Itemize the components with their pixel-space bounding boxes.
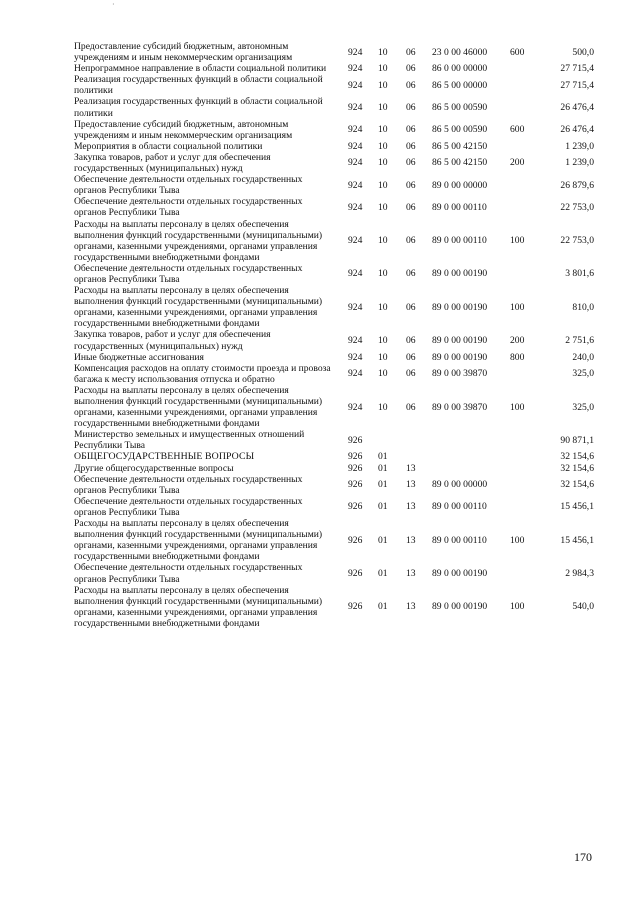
row-section-code: 10 (378, 351, 388, 363)
row-section-code: 01 (378, 567, 388, 579)
row-ved-code: 924 (348, 157, 363, 169)
table-row (74, 141, 594, 152)
row-expense-type (510, 74, 536, 96)
row-name: Иные бюджетные ассигнования (74, 351, 204, 363)
row-amount: 1 239,0 (565, 157, 594, 169)
row-name: Другие общегосударственные вопросы (74, 462, 234, 474)
table-row (74, 496, 594, 518)
row-target-article: 89 0 00 00190 (432, 268, 488, 280)
row-subsection-code: 13 (406, 567, 416, 579)
row-target-article: 89 0 00 00190 (432, 567, 488, 579)
row-subsection-code: 06 (406, 401, 416, 413)
table-row (74, 429, 594, 451)
row-amount: 32 154,6 (560, 451, 594, 463)
row-section-code: 10 (378, 235, 388, 247)
row-subsection-code: 13 (406, 601, 416, 613)
row-expense-type: 800 (510, 351, 525, 363)
row-amount: 27 715,4 (560, 79, 594, 91)
row-amount: 325,0 (572, 401, 594, 413)
row-name: Обеспечение деятельности отдельных государственных органов Республики Тыва (74, 495, 303, 518)
row-ved-code: 926 (348, 501, 363, 513)
table-row (74, 196, 594, 218)
row-expense-type: 100 (510, 301, 525, 313)
row-section-code: 01 (378, 462, 388, 474)
row-name: Реализация государственных функций в области социальной политики (74, 74, 323, 97)
row-target-article: 86 5 00 42150 (432, 140, 488, 152)
row-expense-type: 100 (510, 401, 525, 413)
row-subsection-code: 13 (406, 462, 416, 474)
row-amount: 540,0 (572, 601, 594, 613)
row-subsection-code: 06 (406, 140, 416, 152)
row-expense-type (510, 429, 536, 451)
row-subsection-code: 06 (406, 79, 416, 91)
table-row (74, 119, 594, 141)
row-amount: 15 456,1 (560, 501, 594, 513)
row-subsection-code: 06 (406, 334, 416, 346)
row-section-code: 10 (378, 157, 388, 169)
row-ved-code: 924 (348, 401, 363, 413)
row-target-article: 89 0 00 00190 (432, 334, 488, 346)
row-name: Расходы на выплаты персоналу в целях обеспечения выполнения функций государственными (муниципальными) органами, казенными учреждениями, органами управления государственными внебюджетными фондами (74, 285, 323, 330)
row-name: Предоставление субсидий бюджетным, автономным учреждениям и иным некоммерческим организациям (74, 41, 293, 64)
table-row (74, 385, 594, 429)
row-subsection-code: 06 (406, 179, 416, 191)
row-target-article: 89 0 00 00190 (432, 601, 488, 613)
row-section-code: 01 (378, 479, 388, 491)
row-section-code: 10 (378, 79, 388, 91)
table-row (74, 174, 594, 196)
row-target-article: 86 5 00 00590 (432, 124, 488, 136)
row-target-article: 89 0 00 00110 (432, 534, 487, 546)
row-subsection-code: 06 (406, 235, 416, 247)
table-row (74, 96, 594, 118)
row-amount: 240,0 (572, 351, 594, 363)
row-target-article: 89 0 00 00190 (432, 301, 488, 313)
table-row (74, 219, 594, 263)
row-amount: 32 154,6 (560, 479, 594, 491)
row-section-code: 10 (378, 401, 388, 413)
row-target-article (426, 463, 510, 474)
row-ved-code: 924 (348, 268, 363, 280)
row-subsection-code: 06 (406, 46, 416, 58)
row-amount: 27 715,4 (560, 63, 594, 75)
row-section-code: 10 (378, 179, 388, 191)
table-row (74, 474, 594, 496)
row-section-code: 10 (378, 124, 388, 136)
row-ved-code: 926 (348, 462, 363, 474)
row-name: Обеспечение деятельности отдельных государственных органов Республики Тыва (74, 473, 303, 496)
row-subsection-code: 13 (406, 501, 416, 513)
row-target-article: 86 5 00 00000 (432, 79, 488, 91)
row-ved-code: 924 (348, 63, 363, 75)
row-expense-type: 100 (510, 534, 525, 546)
row-name: Расходы на выплаты персоналу в целях обеспечения выполнения функций государственными (муниципальными) органами, казенными учреждениями, органами управления государственными внебюджетными фондами (74, 384, 323, 430)
row-section-code: 10 (378, 102, 388, 114)
row-subsection-code (400, 451, 426, 462)
row-ved-code: 924 (348, 201, 363, 213)
row-ved-code: 926 (348, 567, 363, 579)
row-section-code: 10 (378, 140, 388, 152)
row-amount: 2 984,3 (565, 567, 594, 579)
row-subsection-code: 06 (406, 301, 416, 313)
row-target-article: 89 0 00 39870 (432, 368, 488, 380)
row-name: Расходы на выплаты персоналу в целях обеспечения выполнения функций государственными (муниципальными) органами, казенными учреждениями, органами управления государственными внебюджетными фондами (74, 584, 323, 629)
row-target-article: 89 0 00 00190 (432, 351, 488, 363)
row-target-article: 89 0 00 00000 (432, 479, 488, 491)
row-amount: 810,0 (572, 301, 594, 313)
row-subsection-code (400, 429, 426, 451)
row-name: Обеспечение деятельности отдельных государственных органов Республики Тыва (74, 196, 303, 219)
budget-table (74, 41, 594, 629)
row-amount: 90 871,1 (560, 434, 594, 446)
row-subsection-code: 13 (406, 479, 416, 491)
row-name: Расходы на выплаты персоналу в целях обеспечения выполнения функций государственными (муниципальными) органами, казенными учреждениями, органами управления государственными внебюджетными фондами (74, 218, 323, 263)
table-row (74, 41, 594, 63)
row-amount: 325,0 (572, 368, 594, 380)
table-row (74, 463, 594, 474)
row-amount: 3 801,6 (565, 268, 594, 280)
row-name: Министерство земельных и имущественных отношений Республики Тыва (74, 429, 305, 452)
row-expense-type (510, 174, 536, 196)
row-expense-type (510, 474, 536, 496)
row-amount: 1 239,0 (565, 140, 594, 152)
row-ved-code: 924 (348, 46, 363, 58)
row-ved-code: 926 (348, 534, 363, 546)
row-expense-type (510, 496, 536, 518)
row-expense-type (510, 463, 536, 474)
row-ved-code: 924 (348, 368, 363, 380)
row-target-article: 89 0 00 00110 (432, 501, 487, 513)
table-row (74, 518, 594, 562)
row-amount: 26 476,4 (560, 102, 594, 114)
row-section-code: 01 (378, 534, 388, 546)
table-row (74, 63, 594, 74)
page-number: 170 (574, 850, 592, 864)
row-subsection-code: 06 (406, 268, 416, 280)
row-ved-code: 924 (348, 301, 363, 313)
row-name: Реализация государственных функций в области социальной политики (74, 96, 323, 119)
row-expense-type (510, 562, 536, 584)
row-subsection-code: 06 (406, 201, 416, 213)
row-ved-code: 924 (348, 334, 363, 346)
row-expense-type (510, 141, 536, 152)
table-row (74, 329, 594, 351)
row-ved-code: 926 (348, 601, 363, 613)
row-target-article: 86 5 00 00590 (432, 102, 488, 114)
row-name: Обеспечение деятельности отдельных государственных органов Республики Тыва (74, 262, 303, 285)
row-ved-code: 924 (348, 179, 363, 191)
row-ved-code: 924 (348, 124, 363, 136)
row-ved-code: 926 (348, 479, 363, 491)
table-row (74, 152, 594, 174)
row-target-article: 86 5 00 42150 (432, 157, 488, 169)
row-subsection-code: 06 (406, 368, 416, 380)
row-target-article (426, 451, 510, 462)
row-ved-code: 926 (348, 434, 363, 446)
row-target-article: 23 0 00 46000 (432, 46, 488, 58)
row-target-article: 89 0 00 00110 (432, 235, 487, 247)
row-expense-type (510, 263, 536, 285)
row-expense-type (510, 196, 536, 218)
row-expense-type (510, 63, 536, 74)
row-ved-code: 924 (348, 102, 363, 114)
row-section-code: 10 (378, 268, 388, 280)
row-amount: 26 476,4 (560, 124, 594, 136)
row-ved-code: 924 (348, 140, 363, 152)
row-amount: 15 456,1 (560, 534, 594, 546)
row-expense-type: 600 (510, 46, 525, 58)
row-expense-type: 200 (510, 157, 525, 169)
row-subsection-code: 06 (406, 102, 416, 114)
row-amount: 32 154,6 (560, 462, 594, 474)
row-section-code: 10 (378, 301, 388, 313)
row-ved-code: 924 (348, 351, 363, 363)
row-section-code: 10 (378, 368, 388, 380)
row-target-article: 89 0 00 00110 (432, 201, 487, 213)
table-row (74, 451, 594, 462)
table-row (74, 562, 594, 584)
row-amount: 500,0 (572, 46, 594, 58)
row-target-article: 89 0 00 00000 (432, 179, 488, 191)
row-name: Предоставление субсидий бюджетным, автономным учреждениям и иным некоммерческим организациям (74, 118, 293, 141)
row-expense-type (510, 451, 536, 462)
row-name: Обеспечение деятельности отдельных государственных органов Республики Тыва (74, 562, 303, 585)
row-section-code: 10 (378, 201, 388, 213)
row-section-code (372, 429, 400, 451)
row-amount: 26 879,6 (560, 179, 594, 191)
table-row (74, 352, 594, 363)
row-subsection-code: 06 (406, 63, 416, 75)
row-amount: 2 751,6 (565, 334, 594, 346)
row-target-article (426, 429, 510, 451)
row-subsection-code: 06 (406, 157, 416, 169)
scan-mark: · (112, 0, 115, 9)
row-subsection-code: 06 (406, 124, 416, 136)
row-section-code: 10 (378, 46, 388, 58)
row-amount: 22 753,0 (560, 235, 594, 247)
row-expense-type: 600 (510, 124, 525, 136)
table-row (74, 363, 594, 385)
row-target-article: 89 0 00 39870 (432, 401, 488, 413)
row-section-code: 01 (378, 451, 388, 463)
row-name: Расходы на выплаты персоналу в целях обеспечения выполнения функций государственными (муниципальными) органами, казенными учреждениями, органами управления государственными внебюджетными фондами (74, 518, 323, 563)
row-ved-code: 926 (348, 451, 363, 463)
row-target-article: 86 0 00 00000 (432, 63, 488, 75)
row-name: Закупка товаров, работ и услуг для обеспечения государственных (муниципальных) нужд (74, 329, 271, 352)
row-section-code: 10 (378, 63, 388, 75)
row-expense-type (510, 96, 536, 118)
row-expense-type: 200 (510, 334, 525, 346)
row-subsection-code: 06 (406, 351, 416, 363)
row-expense-type: 100 (510, 235, 525, 247)
row-section-code: 10 (378, 334, 388, 346)
row-expense-type (510, 363, 536, 385)
table-row (74, 263, 594, 285)
row-ved-code: 924 (348, 235, 363, 247)
table-row (74, 585, 594, 629)
row-subsection-code: 13 (406, 534, 416, 546)
budget-table-body (74, 41, 594, 629)
row-section-code: 01 (378, 501, 388, 513)
row-name: Обеспечение деятельности отдельных государственных органов Республики Тыва (74, 174, 303, 197)
row-ved-code: 924 (348, 79, 363, 91)
row-name: Мероприятия в области социальной политики (74, 140, 263, 152)
row-amount: 22 753,0 (560, 201, 594, 213)
row-expense-type: 100 (510, 601, 525, 613)
row-name: Непрограммное направление в области социальной политики (74, 63, 327, 75)
row-name: Компенсация расходов на оплату стоимости проезда и провоза багажа к месту использования отпуска и обратно (74, 362, 331, 385)
row-name: ОБЩЕГОСУДАРСТВЕННЫЕ ВОПРОСЫ (74, 451, 255, 463)
table-row (74, 285, 594, 329)
table-row (74, 74, 594, 96)
row-section-code: 01 (378, 601, 388, 613)
row-name: Закупка товаров, работ и услуг для обеспечения государственных (муниципальных) нужд (74, 151, 271, 175)
